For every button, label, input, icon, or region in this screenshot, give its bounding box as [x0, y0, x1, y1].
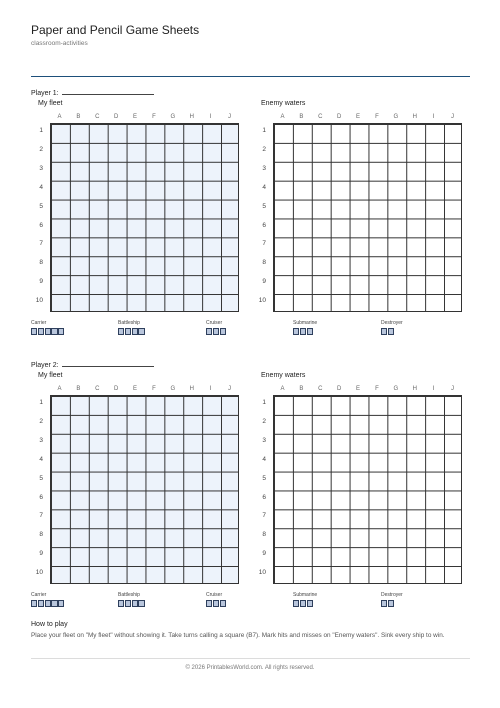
- column-label: I: [432, 386, 435, 392]
- row-label: 1: [39, 399, 43, 406]
- row-label: 5: [39, 474, 43, 482]
- column-label: H: [189, 386, 194, 392]
- row-label: 4: [262, 183, 266, 191]
- row-label: 10: [258, 569, 266, 577]
- ship-name: Destroyer: [381, 320, 403, 326]
- row-label: 10: [35, 297, 43, 305]
- row-label: 6: [39, 493, 43, 501]
- row-label: 9: [262, 550, 266, 558]
- row-label: 7: [39, 240, 43, 248]
- column-label: C: [318, 386, 323, 392]
- ship-cell: [381, 600, 387, 607]
- row-label: 6: [262, 221, 266, 229]
- ship-size-cells: [118, 328, 145, 335]
- row-label: 8: [262, 259, 266, 267]
- player-name-blank: [62, 360, 154, 367]
- column-label: B: [76, 114, 81, 120]
- row-label: 3: [39, 436, 43, 444]
- row-label: 1: [39, 127, 43, 134]
- ship-cell: [58, 328, 64, 335]
- column-label: E: [356, 114, 361, 120]
- column-label: J: [451, 386, 455, 392]
- ship-cell: [45, 600, 51, 607]
- row-label: 10: [258, 297, 266, 305]
- page-title: Paper and Pencil Game Sheets: [31, 23, 200, 37]
- player-name-field: [31, 360, 154, 369]
- ship-cell: [307, 328, 313, 335]
- ship-size-cells: [293, 328, 317, 335]
- ship-name: Destroyer: [381, 592, 403, 598]
- ship-cell: [118, 600, 124, 607]
- ship-cell: [293, 328, 299, 335]
- column-label: G: [170, 386, 176, 392]
- ship-cell: [300, 328, 306, 335]
- ship-cell: [206, 600, 212, 607]
- column-label: G: [393, 386, 399, 392]
- ship-name: Cruiser: [206, 592, 223, 598]
- ship-size-cells: [293, 600, 317, 607]
- column-label: F: [375, 114, 379, 120]
- row-label: 6: [39, 221, 43, 229]
- column-label: D: [336, 386, 342, 392]
- ship-name: Submarine: [293, 320, 318, 326]
- column-label: H: [189, 114, 194, 120]
- ship-cell: [213, 328, 219, 335]
- ship-cell: [138, 600, 144, 607]
- row-label: 8: [262, 531, 266, 539]
- row-label: 9: [262, 278, 266, 286]
- ship-cell: [388, 600, 394, 607]
- row-label: 1: [262, 399, 266, 406]
- ship-key-battleship: [118, 320, 145, 335]
- row-label: 9: [39, 550, 43, 558]
- ship-cell: [125, 328, 131, 335]
- ship-key-destroyer: [381, 592, 403, 607]
- row-label: 5: [39, 202, 43, 210]
- ship-cell: [381, 328, 387, 335]
- column-label: A: [57, 114, 62, 120]
- my-fleet-title: My fleet: [38, 372, 63, 379]
- ship-name: Carrier: [31, 320, 47, 326]
- column-label: E: [356, 386, 361, 392]
- footer-copyright: © 2026 PrintablesWorld.com. All rights reserved.: [185, 665, 315, 671]
- row-label: 4: [39, 455, 43, 463]
- ship-key-submarine: [293, 592, 317, 607]
- row-label: 2: [262, 145, 266, 153]
- column-label: F: [152, 114, 156, 120]
- row-label: 8: [39, 531, 43, 539]
- ship-cell: [220, 600, 226, 607]
- header-divider: [31, 76, 470, 77]
- column-label: F: [375, 386, 379, 392]
- enemy-waters-title: Enemy waters: [261, 100, 306, 107]
- ship-size-cells: [118, 600, 145, 607]
- row-label: 4: [262, 455, 266, 463]
- column-label: J: [228, 386, 232, 392]
- row-label: 3: [262, 164, 266, 172]
- ship-cell: [138, 328, 144, 335]
- row-label: 2: [262, 417, 266, 425]
- column-label: A: [280, 386, 285, 392]
- ship-key-carrier: [31, 592, 65, 607]
- column-label: A: [57, 386, 62, 392]
- column-label: B: [299, 114, 304, 120]
- ship-cell: [132, 600, 138, 607]
- footer-divider: [31, 658, 470, 659]
- column-label: J: [228, 114, 232, 120]
- row-label: 9: [39, 278, 43, 286]
- row-label: 2: [39, 145, 43, 153]
- row-label: 7: [262, 240, 266, 248]
- ship-cell: [206, 328, 212, 335]
- my-fleet-grid[interactable]: [50, 395, 239, 584]
- ship-cell: [51, 328, 57, 335]
- page-subtitle: classroom-activities: [31, 40, 88, 47]
- column-label: E: [133, 386, 138, 392]
- player-name-blank: [62, 88, 154, 95]
- ship-cell: [220, 328, 226, 335]
- ship-key-cruiser: [206, 592, 226, 607]
- ship-size-cells: [381, 328, 403, 335]
- ship-key-cruiser: [206, 320, 226, 335]
- column-label: H: [412, 114, 417, 120]
- ship-cell: [293, 600, 299, 607]
- ship-cell: [307, 600, 313, 607]
- ship-cell: [45, 328, 51, 335]
- ship-name: Submarine: [293, 592, 318, 598]
- enemy-waters-title: Enemy waters: [261, 372, 306, 379]
- column-label: I: [209, 114, 212, 120]
- column-label: I: [209, 386, 212, 392]
- player-name-field: [31, 88, 154, 97]
- row-label: 7: [39, 512, 43, 520]
- ship-cell: [213, 600, 219, 607]
- enemy-waters-grid[interactable]: [273, 395, 462, 584]
- player-label: Player 2:: [31, 362, 59, 369]
- ship-key-carrier: [31, 320, 65, 335]
- ship-cell: [132, 328, 138, 335]
- column-label: D: [113, 114, 119, 120]
- row-label: 3: [262, 436, 266, 444]
- column-label: D: [336, 114, 342, 120]
- ship-cell: [51, 600, 57, 607]
- ship-cell: [388, 328, 394, 335]
- column-label: G: [170, 114, 176, 120]
- row-label: 1: [262, 127, 266, 134]
- row-label: 3: [39, 164, 43, 172]
- ship-size-cells: [31, 600, 65, 607]
- ship-name: Cruiser: [206, 320, 223, 326]
- column-label: E: [133, 114, 138, 120]
- ship-key-submarine: [293, 320, 317, 335]
- row-label: 6: [262, 493, 266, 501]
- column-label: J: [451, 114, 455, 120]
- column-label: C: [95, 386, 100, 392]
- ship-cell: [38, 600, 44, 607]
- ship-key-destroyer: [381, 320, 403, 335]
- row-label: 8: [39, 259, 43, 267]
- ship-cell: [31, 328, 37, 335]
- row-label: 4: [39, 183, 43, 191]
- ship-name: Carrier: [31, 592, 47, 598]
- row-label: 2: [39, 417, 43, 425]
- ship-cell: [58, 600, 64, 607]
- ship-key-battleship: [118, 592, 145, 607]
- ship-name: Battleship: [118, 320, 140, 326]
- column-label: H: [412, 386, 417, 392]
- column-label: B: [76, 386, 81, 392]
- row-label: 5: [262, 474, 266, 482]
- column-label: C: [318, 114, 323, 120]
- ship-name: Battleship: [118, 592, 140, 598]
- ship-size-cells: [381, 600, 403, 607]
- row-label: 7: [262, 512, 266, 520]
- ship-cell: [31, 600, 37, 607]
- ship-cell: [118, 328, 124, 335]
- how-to-play-title: How to play: [31, 621, 68, 628]
- row-label: 5: [262, 202, 266, 210]
- enemy-waters-grid[interactable]: [273, 123, 462, 312]
- column-label: D: [113, 386, 119, 392]
- column-label: F: [152, 386, 156, 392]
- ship-size-cells: [206, 600, 226, 607]
- player-label: Player 1:: [31, 90, 59, 97]
- ship-cell: [300, 600, 306, 607]
- my-fleet-grid[interactable]: [50, 123, 239, 312]
- ship-cell: [38, 328, 44, 335]
- row-label: 10: [35, 569, 43, 577]
- ship-size-cells: [31, 328, 65, 335]
- column-label: B: [299, 386, 304, 392]
- my-fleet-title: My fleet: [38, 100, 63, 107]
- column-label: G: [393, 114, 399, 120]
- how-to-play-text: Place your fleet on "My fleet" without showing it. Take turns calling a square (B7). Mark hits and misses on "Enemy waters". Sink every ship to win.: [31, 632, 445, 639]
- column-label: C: [95, 114, 100, 120]
- column-label: I: [432, 114, 435, 120]
- ship-cell: [125, 600, 131, 607]
- ship-size-cells: [206, 328, 226, 335]
- column-label: A: [280, 114, 285, 120]
